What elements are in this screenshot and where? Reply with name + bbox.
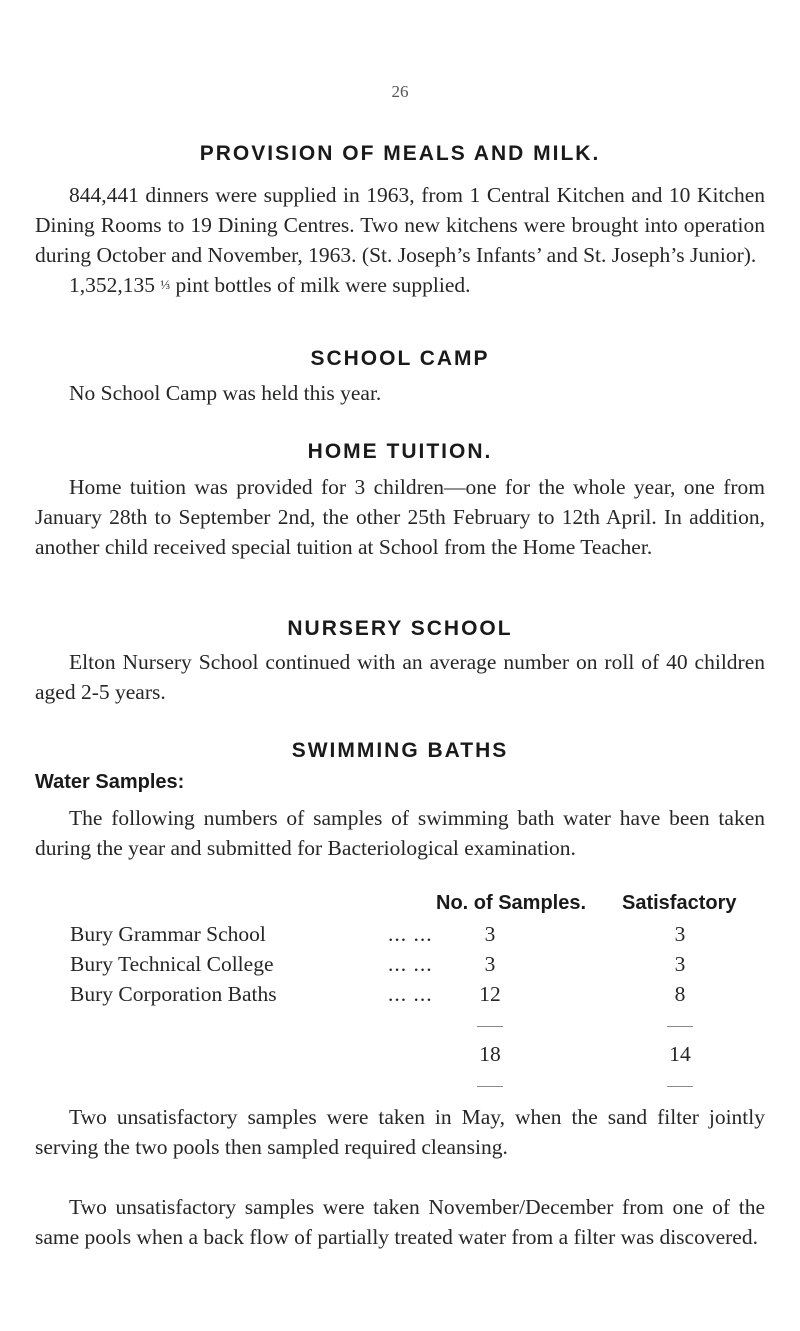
row-name: Bury Corporation Baths <box>70 982 277 1006</box>
swimming-intro-paragraph: The following numbers of samples of swimming bath water have been taken during the year and submitted for Bacteriological examination. <box>35 806 765 860</box>
row-leader: ... ... <box>388 922 433 946</box>
total-rule-samples <box>477 1026 503 1027</box>
milk-count: 1,352,135 <box>69 273 155 297</box>
row-leader: ... ... <box>388 952 433 976</box>
total-underline-samples <box>477 1086 503 1087</box>
row-name: Bury Grammar School <box>70 922 266 946</box>
meals-heading: PROVISION OF MEALS AND MILK. <box>199 142 601 165</box>
total-rule-satisfactory <box>667 1026 693 1027</box>
row-satisfactory: 3 <box>674 922 686 946</box>
swimming-note-2: Two unsatisfactory samples were taken November/December from one of the same pools when a back flow of partially treated water from a filter was discovered. <box>35 1195 765 1249</box>
column-header-samples: No. of Samples. <box>436 892 587 914</box>
column-header-satisfactory: Satisfactory <box>622 892 737 914</box>
nursery-heading: NURSERY SCHOOL <box>287 617 513 640</box>
row-samples: 12 <box>479 982 501 1006</box>
row-satisfactory: 8 <box>674 982 686 1006</box>
school-camp-heading: SCHOOL CAMP <box>310 347 490 370</box>
milk-fraction: ⅓ <box>160 277 171 292</box>
home-tuition-paragraph: Home tuition was provided for 3 children—one for the whole year, one from January 28th to September 2nd, the other 25th February to 12th April. In addition, another child received special tuition at School from the Home Teacher. <box>35 475 765 559</box>
school-camp-paragraph: No School Camp was held this year. <box>69 381 382 405</box>
swimming-note-1: Two unsatisfactory samples were taken in May, when the sand filter jointly serving the two pools then sampled required cleansing. <box>35 1105 765 1159</box>
milk-text: pint bottles of milk were supplied. <box>175 273 471 297</box>
total-satisfactory: 14 <box>669 1042 691 1066</box>
meals-paragraph: 844,441 dinners were supplied in 1963, from 1 Central Kitchen and 10 Kitchen Dining Rooms to 19 Dining Centres. Two new kitchens were brought into operation during October and November, 1963. (St. Joseph’s Infants’ and St. Joseph’s Junior). <box>35 183 765 267</box>
water-samples-subheading: Water Samples: <box>35 771 185 793</box>
row-satisfactory: 3 <box>674 952 686 976</box>
total-samples: 18 <box>479 1042 501 1066</box>
row-leader: ... ... <box>388 982 433 1006</box>
nursery-paragraph: Elton Nursery School continued with an average number on roll of 40 children aged 2-5 years. <box>35 650 765 704</box>
row-samples: 3 <box>484 922 496 946</box>
row-samples: 3 <box>484 952 496 976</box>
swimming-heading: SWIMMING BATHS <box>291 739 509 762</box>
total-underline-satisfactory <box>667 1086 693 1087</box>
page-number: 26 <box>391 82 409 101</box>
home-tuition-heading: HOME TUITION. <box>307 440 493 463</box>
row-name: Bury Technical College <box>70 952 274 976</box>
milk-paragraph <box>35 270 765 300</box>
